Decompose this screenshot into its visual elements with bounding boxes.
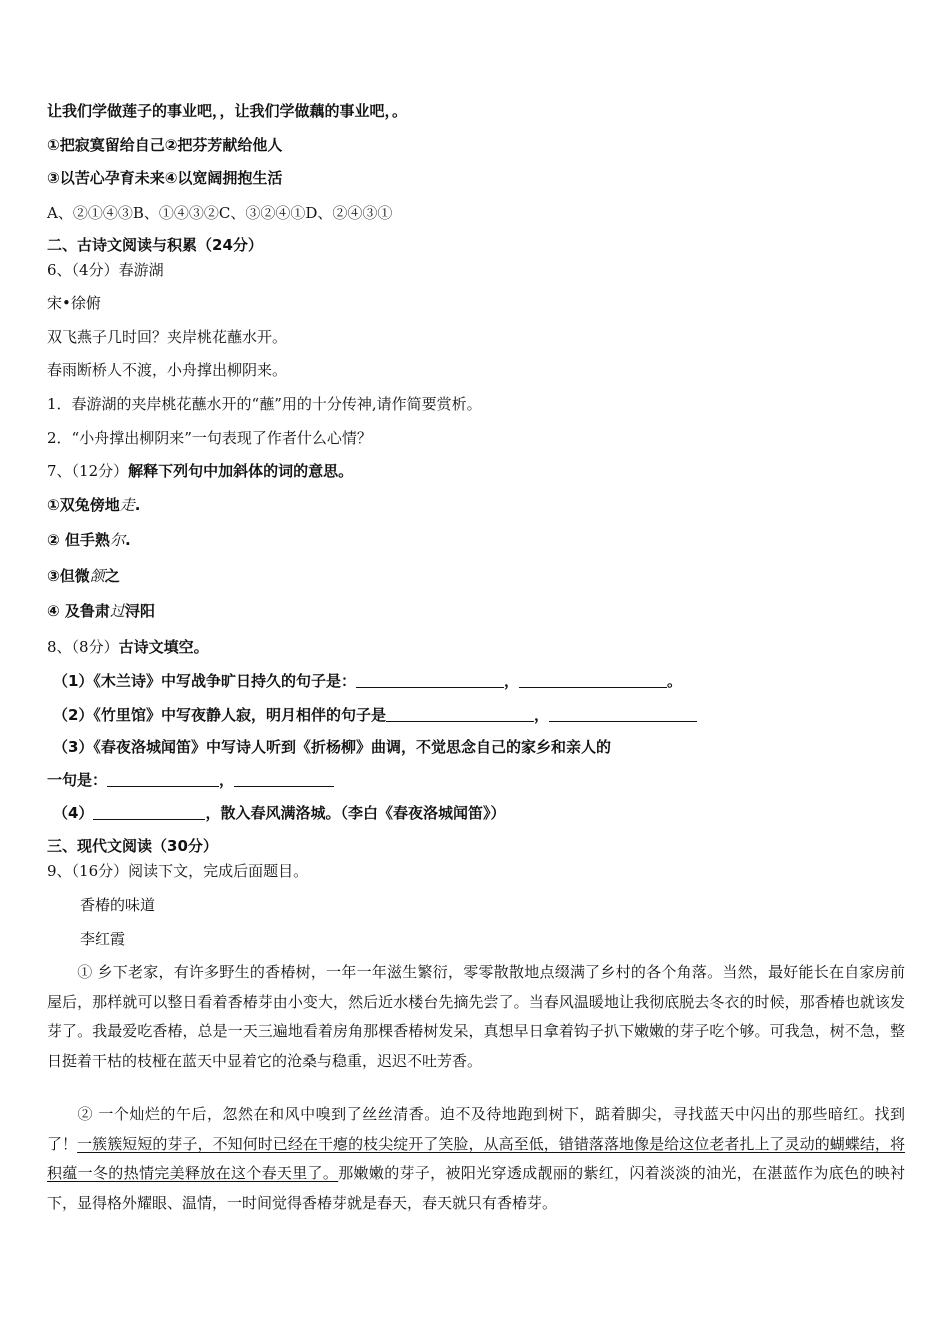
q7-item-4 bbox=[47, 601, 155, 621]
answer-blank[interactable] bbox=[519, 673, 667, 688]
q8-item-2 bbox=[53, 705, 697, 725]
q8-item-2-prompt: （2）《竹里馆》中写夜静人寂，明月相伴的句子是 bbox=[53, 706, 386, 724]
paragraph-2-text-b: 那嫩嫩的芽子，被阳光穿透成靓丽的紫红，闪着淡淡的油光，在湛蓝作为底色的映衬下，显得格外耀眼、温情，一时间觉得香椿芽就是春天，春天就只有香椿芽。 bbox=[47, 1164, 905, 1212]
q8-item-3-prompt: 一句是： bbox=[47, 771, 108, 789]
paragraph-1-text: ① 乡下老家，有许多野生的香椿树，一年一年滋生繁衍，零零散散地点缀满了乡村的各个角落。当然，最好能长在自家房前屋后，那样就可以整日看着香椿芽由小变大，然后近水楼台先摘先尝了。当春风温暖地让我彻底脱去冬衣的时候，那香椿也就该发芽了。我最爱吃香椿，总是一天三遍地看着房角那棵香椿树发呆，真想早日拿着钩子扒下嫩嫩的芽子吃个够。可我急，树不急，整日挺着干枯的枝桠在蓝天中显着它的沧桑与稳重，迟迟不吐芳香。 bbox=[47, 963, 905, 1070]
q7-item-1 bbox=[47, 495, 140, 515]
q7-item-2-tail: . bbox=[124, 531, 131, 549]
q7-item-2-word: 尔 bbox=[109, 531, 125, 549]
answer-blank[interactable] bbox=[107, 772, 219, 787]
q6-poem-author: 宋•徐俯 bbox=[47, 294, 101, 312]
q7-number: 7、（12分） bbox=[47, 462, 129, 480]
q8-item-4 bbox=[53, 803, 505, 823]
q8-item-3-line-1: （3）《春夜洛城闻笛》中写诗人听到《折杨柳》曲调，不觉思念自己的家乡和亲人的 bbox=[53, 738, 611, 756]
q7-instruction: 解释下列句中加斜体的词的意思。 bbox=[128, 462, 354, 480]
q7-item-3-text: ③但微 bbox=[47, 567, 90, 585]
answer-blank[interactable] bbox=[386, 707, 534, 722]
paragraph-2-underlined-sentence: 一簇簇短短的芽子，不知何时已经在干瘪的枝尖绽开了笑脸，从高至低，错错落落地像是给这位老者扎上了灵动的蝴蝶结，将积蕴一冬的热情完美释放在这个春天里了。 bbox=[47, 1134, 905, 1182]
q7-header bbox=[47, 461, 353, 481]
q8-item-2-comma: ， bbox=[533, 706, 549, 724]
q8-item-3-comma: ， bbox=[219, 771, 235, 789]
q8-item-3-line-2 bbox=[47, 770, 334, 790]
q7-item-4-word: 过 bbox=[109, 602, 125, 620]
q8-instruction: 古诗文填空。 bbox=[118, 638, 209, 656]
article-paragraph-2 bbox=[47, 1100, 905, 1218]
q8-item-1-prompt: （1）《木兰诗》中写战争旷日持久的句子是： bbox=[53, 672, 356, 690]
answer-blank[interactable] bbox=[234, 772, 334, 787]
q7-item-4-tail: 浔阳 bbox=[124, 602, 155, 620]
article-title: 香椿的味道 bbox=[80, 896, 156, 914]
q7-item-1-text: ①双兔傍地 bbox=[47, 496, 120, 514]
q8-header bbox=[47, 637, 209, 657]
q6-subquestion-1: 1．春游湖的夹岸桃花蘸水开的“蘸”用的十分传神,请作简要赏析。 bbox=[47, 395, 482, 413]
q5-options-1-2: ①把寂寞留给自己②把芬芳献给他人 bbox=[47, 136, 283, 154]
answer-blank[interactable] bbox=[93, 805, 205, 820]
q5-options-3-4: ③以苦心孕育未来④以宽阔拥抱生活 bbox=[47, 169, 283, 187]
q8-item-1 bbox=[53, 671, 682, 691]
q7-item-1-word: 走 bbox=[119, 496, 135, 514]
q7-item-3-tail: 之 bbox=[104, 567, 120, 585]
q8-item-1-comma: ， bbox=[503, 672, 519, 690]
q8-item-4-text: ，散入春风满洛城。（李白《春夜洛城闻笛》） bbox=[205, 804, 506, 822]
q7-item-4-text: ④ 及鲁肃 bbox=[47, 602, 110, 620]
answer-blank[interactable] bbox=[356, 673, 504, 688]
q6-poem-line-2: 春雨断桥人不渡，小舟撑出柳阴来。 bbox=[47, 361, 288, 379]
q9-header: 9、（16分）阅读下文，完成后面题目。 bbox=[47, 862, 309, 880]
q5-choices: A、②①④③B、①④③②C、③②④①D、②④③① bbox=[47, 204, 393, 222]
q8-item-4-number: （4） bbox=[53, 804, 94, 822]
q6-poem-line-1: 双飞燕子几时回？夹岸桃花蘸水开。 bbox=[47, 328, 288, 346]
article-paragraph-1 bbox=[47, 958, 905, 1076]
q8-number: 8、（8分） bbox=[47, 638, 119, 656]
q6-subquestion-2: 2．“小舟撑出柳阴来”一句表现了作者什么心情？ bbox=[47, 429, 372, 447]
q7-item-3 bbox=[47, 566, 120, 586]
q7-item-1-tail: . bbox=[134, 496, 141, 514]
q5-stem: 让我们学做莲子的事业吧，，让我们学做藕的事业吧，。 bbox=[47, 102, 408, 120]
q8-item-1-period: 。 bbox=[666, 672, 682, 690]
q7-item-2 bbox=[47, 530, 131, 550]
section-3-title: 三、现代文阅读（30分） bbox=[47, 837, 218, 855]
paragraph-2-text-a: ② 一个灿烂的午后，忽然在和风中嗅到了丝丝清香。迫不及待地跑到树下，踮着脚尖，寻找蓝天中闪出的那些暗红。找到了！ bbox=[47, 1105, 905, 1153]
q6-header: 6、（4分）春游湖 bbox=[47, 261, 164, 279]
answer-blank[interactable] bbox=[549, 707, 697, 722]
section-2-title: 二、古诗文阅读与积累（24分） bbox=[47, 236, 263, 254]
article-author: 李红霞 bbox=[80, 930, 126, 948]
q7-item-3-word: 颔 bbox=[89, 567, 105, 585]
q7-item-2-text: ② 但手熟 bbox=[47, 531, 110, 549]
